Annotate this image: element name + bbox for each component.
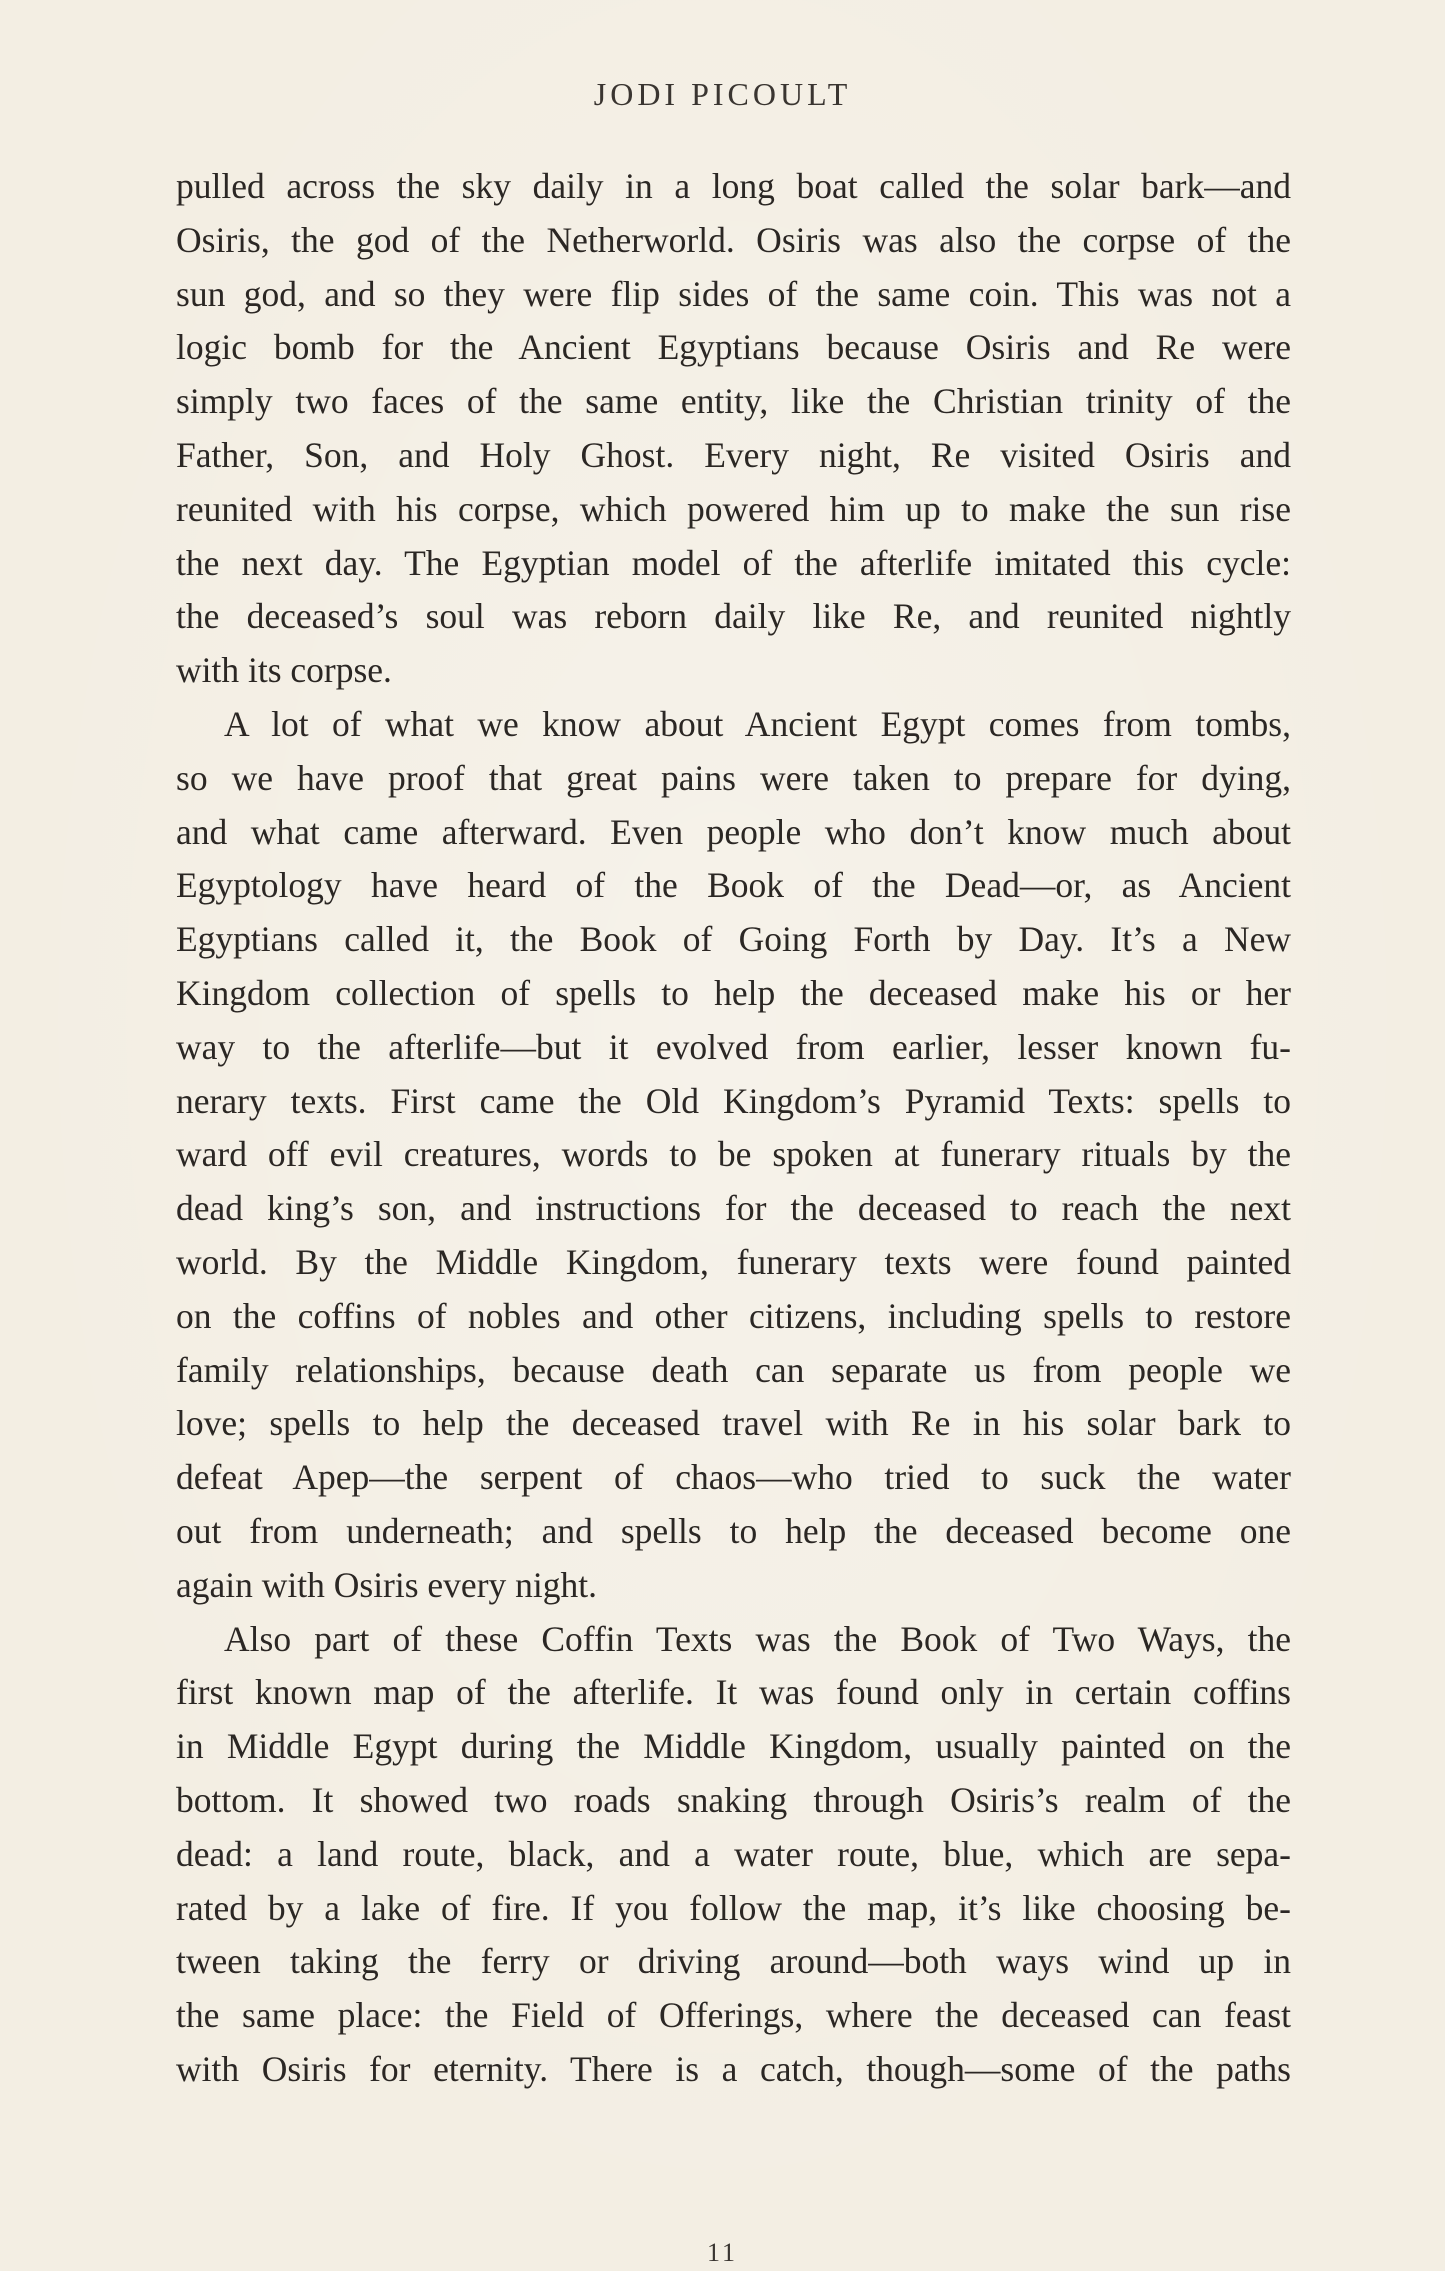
running-head: JODI PICOULT: [593, 76, 852, 112]
text-line: with its corpse.: [176, 650, 392, 691]
text-line: ward off evil creatures, words to be spoken at funerary rituals by the: [176, 1134, 1291, 1175]
text-line: bottom. It showed two roads snaking through Osiris’s realm of the: [176, 1779, 1291, 1820]
text-line: Osiris, the god of the Netherworld. Osiris was also the corpse of the: [176, 219, 1291, 260]
text-line: logic bomb for the Ancient Egyptians because Osiris and Re were: [176, 327, 1291, 368]
paragraph-3: [176, 1613, 1291, 2097]
text-line: A lot of what we know about Ancient Egypt comes from tombs,: [224, 703, 1291, 744]
text-line: love; spells to help the deceased travel with Re in his solar bark to: [176, 1403, 1291, 1444]
text-line: Kingdom collection of spells to help the deceased make his or her: [176, 972, 1291, 1013]
text-line: dead king’s son, and instructions for the deceased to reach the next: [176, 1188, 1291, 1229]
paragraph-1: [176, 160, 1291, 698]
text-line: the next day. The Egyptian model of the afterlife imitated this cycle:: [176, 542, 1291, 583]
text-line: so we have proof that great pains were taken to prepare for dying,: [176, 757, 1291, 798]
text-line: family relationships, because death can separate us from people we: [176, 1349, 1291, 1390]
text-line: simply two faces of the same entity, like the Christian trinity of the: [176, 381, 1291, 422]
text-line: on the coffins of nobles and other citizens, including spells to restore: [176, 1295, 1291, 1336]
text-line: Father, Son, and Holy Ghost. Every night, Re visited Osiris and: [176, 434, 1291, 475]
text-line: reunited with his corpse, which powered him up to make the sun rise: [176, 488, 1291, 529]
text-line: Egyptology have heard of the Book of the Dead—or, as Ancient: [176, 865, 1291, 906]
text-line: the deceased’s soul was reborn daily like Re, and reunited nightly: [176, 596, 1291, 637]
text-line: pulled across the sky daily in a long boat called the solar bark—and: [176, 166, 1291, 206]
text-line: Also part of these Coffin Texts was the Book of Two Ways, the: [224, 1618, 1291, 1659]
text-line: dead: a land route, black, and a water route, blue, which are sepa-: [176, 1833, 1291, 1874]
text-line: and what came afterward. Even people who don’t know much about: [176, 811, 1291, 852]
text-line: Egyptians called it, the Book of Going Forth by Day. It’s a New: [176, 919, 1291, 960]
text-line: nerary texts. First came the Old Kingdom’s Pyramid Texts: spells to: [176, 1080, 1291, 1121]
paragraph-2: [176, 698, 1291, 1613]
text-line: defeat Apep—the serpent of chaos—who tried to suck the water: [176, 1457, 1291, 1498]
page-number: 11: [706, 2238, 739, 2267]
text-line: sun god, and so they were flip sides of the same coin. This was not a: [176, 273, 1291, 314]
text-line: in Middle Egypt during the Middle Kingdom, usually painted on the: [176, 1726, 1291, 1767]
text-line: first known map of the afterlife. It was found only in certain coffins: [176, 1672, 1291, 1713]
text-line: out from underneath; and spells to help the deceased become one: [176, 1510, 1291, 1551]
text-line: tween taking the ferry or driving around—both ways wind up in: [176, 1941, 1291, 1982]
text-line: world. By the Middle Kingdom, funerary texts were found painted: [176, 1241, 1291, 1282]
text-line: again with Osiris every night.: [176, 1564, 597, 1605]
text-line: rated by a lake of fire. If you follow the map, it’s like choosing be-: [176, 1887, 1291, 1928]
text-line: the same place: the Field of Offerings, where the deceased can feast: [176, 1995, 1291, 2036]
body-text: [176, 160, 1291, 2097]
text-line: way to the afterlife—but it evolved from earlier, lesser known fu-: [176, 1026, 1291, 1067]
text-line: with Osiris for eternity. There is a catch, though—some of the paths: [176, 2048, 1291, 2089]
